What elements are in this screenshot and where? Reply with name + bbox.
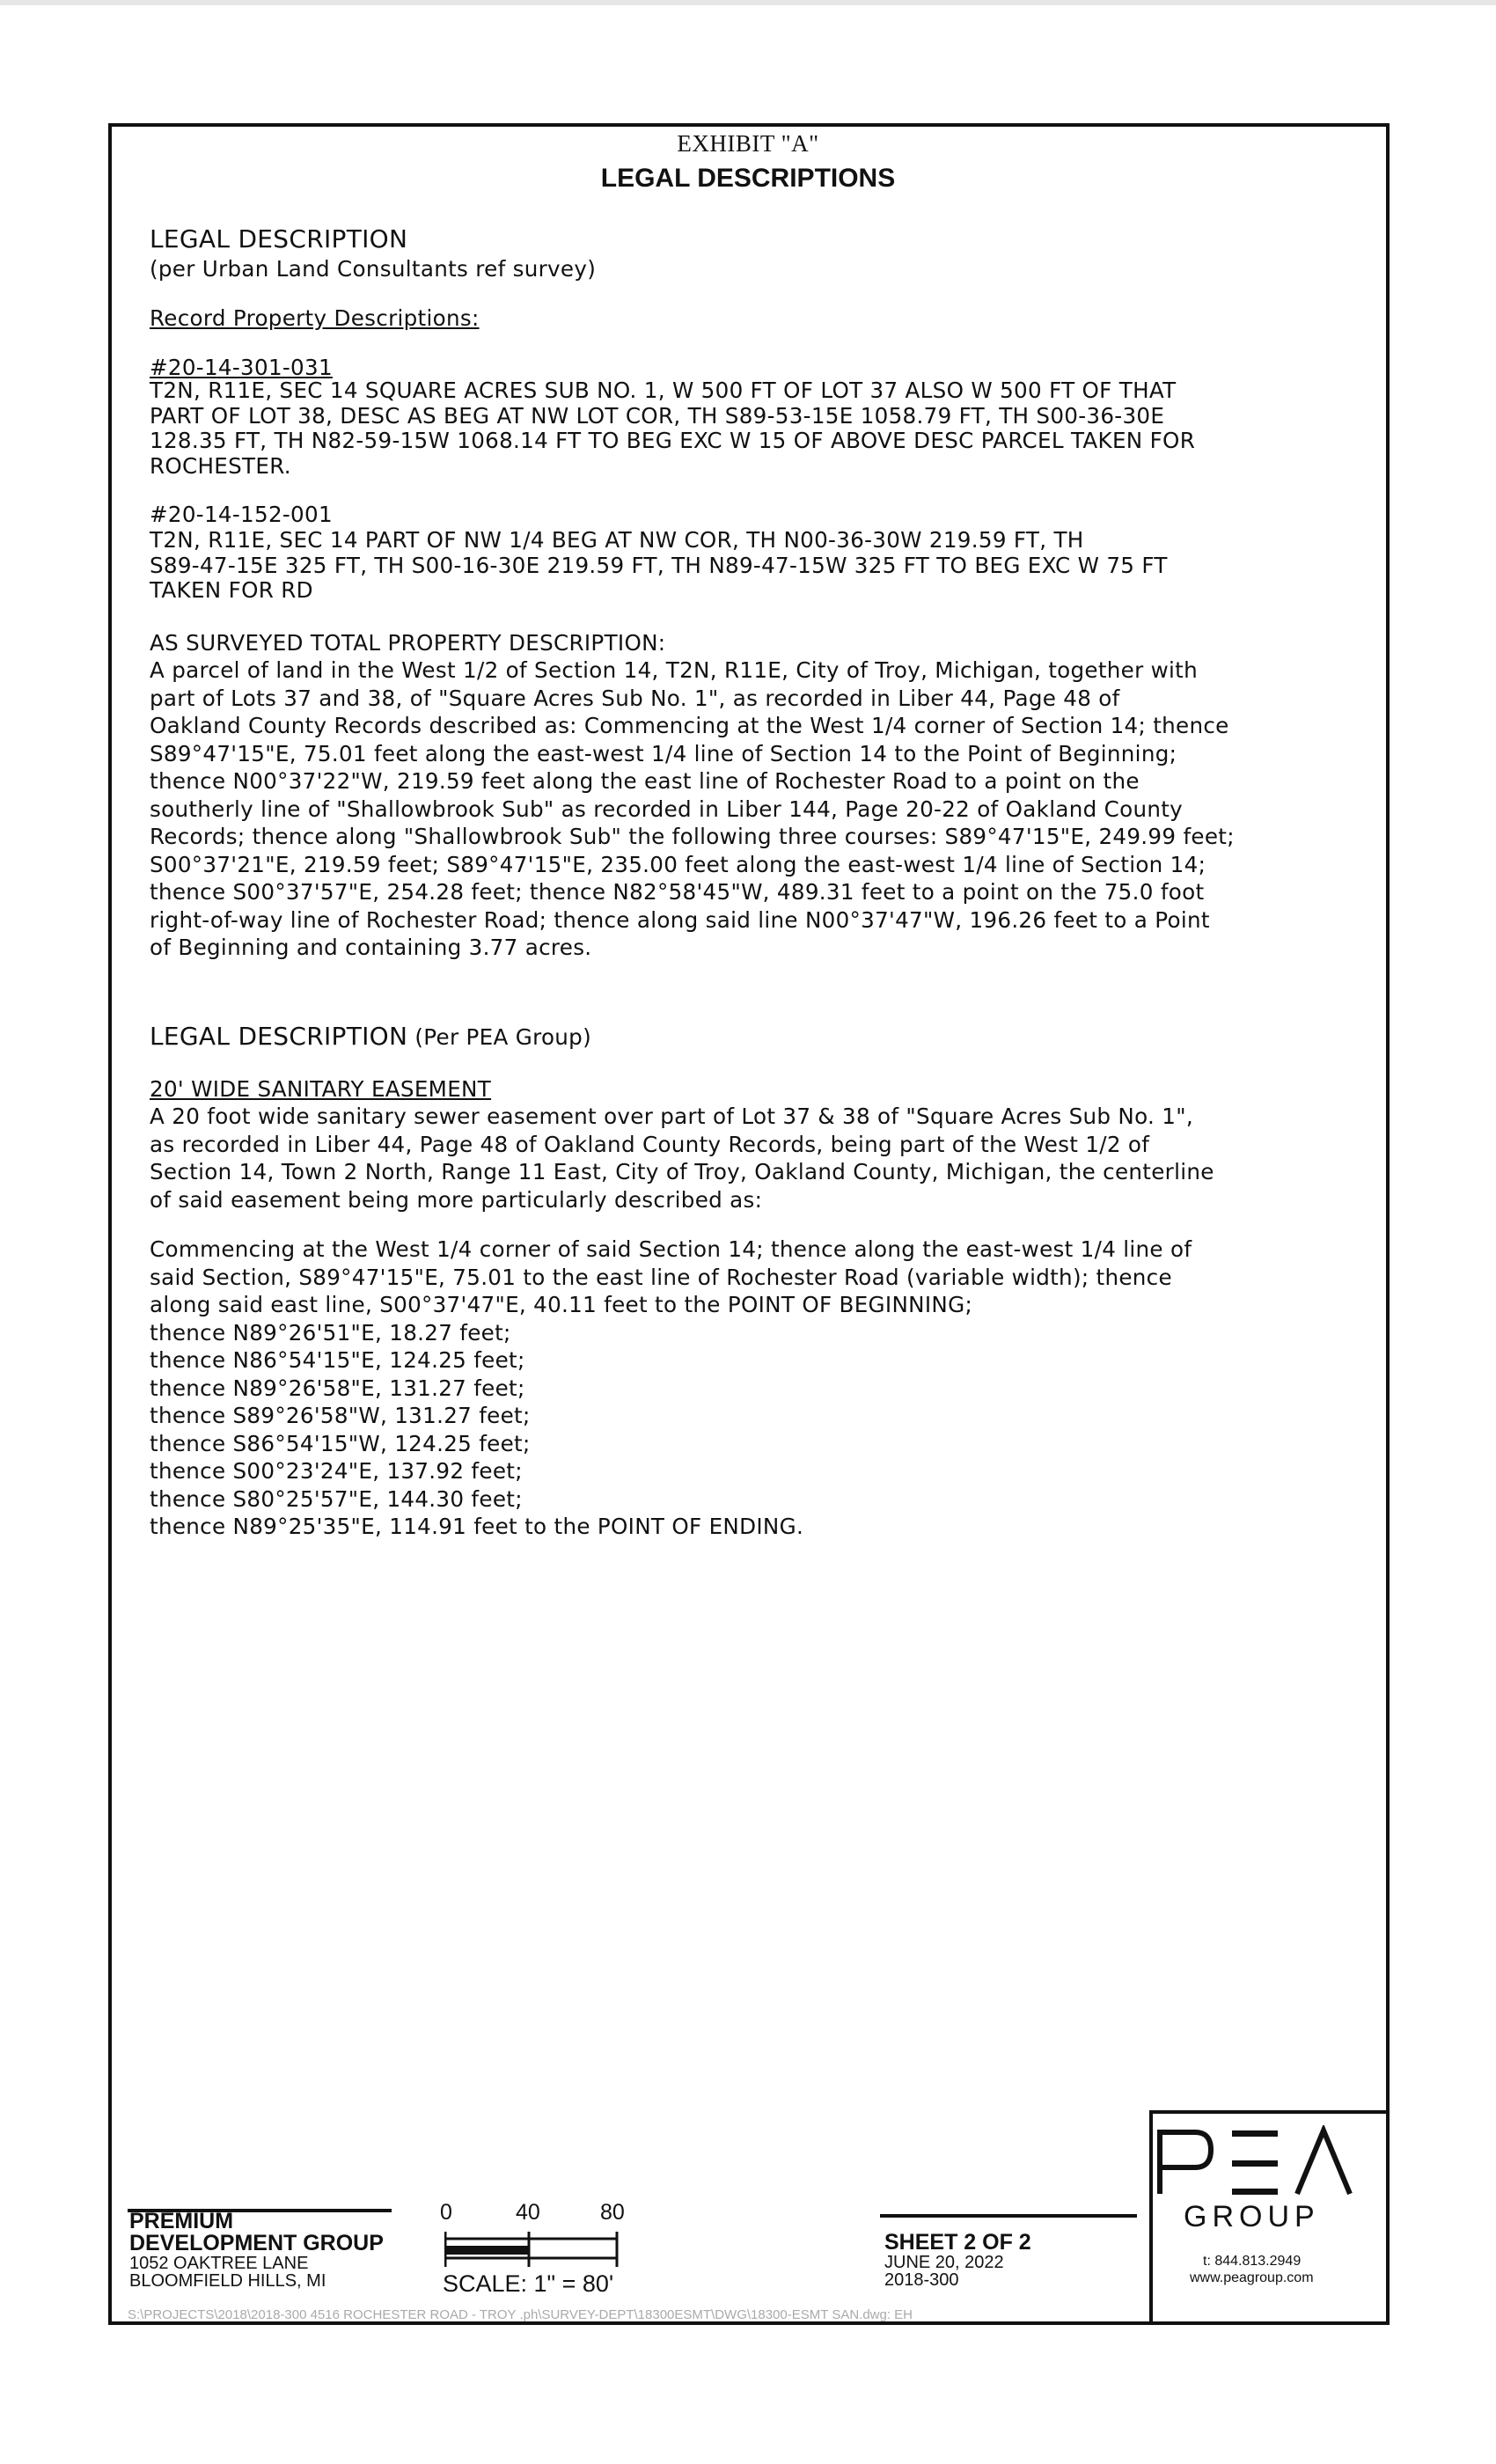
sheet-block [884, 2232, 1031, 2289]
client-address1: 1052 OAKTREE LANE [129, 2254, 309, 2273]
company-phone: t: 844.813.2949 [1203, 2254, 1302, 2269]
section2-heading: LEGAL DESCRIPTION [150, 1022, 408, 1051]
section1-source: (per Urban Land Consultants ref survey) [150, 256, 597, 282]
drawing-file-path: S:\PROJECTS\2018\2018-300 4516 ROCHESTER ROAD - TROY .ph\SURVEY-DEPT\18300ESMT\DWG\18300-ESMT SAN.dwg: EH [128, 2307, 913, 2322]
sheet-number: SHEET 2 OF 2 [884, 2230, 1031, 2255]
easement-heading: 20' WIDE SANITARY EASEMENT [150, 1076, 492, 1102]
parcel2-text: T2N, R11E, SEC 14 PART OF NW 1/4 BEG AT NW COR, TH N00-36-30W 219.59 FT, TH S89-47-15E 325 FT, TH S00-16-30E 219.59 FT, TH N89-47-15W 325 FT TO BEG EXC W 75 FT TAKEN FOR RD [150, 527, 1168, 603]
client-name-line2: DEVELOPMENT GROUP [129, 2231, 384, 2255]
job-number: 2018-300 [884, 2270, 959, 2290]
document-title: LEGAL DESCRIPTIONS [600, 164, 896, 193]
sheet-rule [880, 2214, 1137, 2218]
section2-header [150, 1023, 591, 1052]
scale-bar [444, 2232, 620, 2270]
scale-tick-80: 80 [600, 2200, 625, 2225]
scale-tick-40: 40 [516, 2200, 540, 2225]
surveyed-text: A parcel of land in the West 1/2 of Section 14, T2N, R11E, City of Troy, Michigan, together with part of Lots 37 and 38, of "Square Acres Sub No. 1", as recorded in Liber 44, Page 48 of Oakland County Records described as: Commencing at the West 1/4 corner of Section 14; thence S89°47'15"E, 75.01 feet along the east-west 1/4 line of Section 14 to the Point of Beginning; thence N00°37'22"W, 219.59 feet along the east line of Rochester Road to a point on the southerly line of "Shallowbrook Sub" as recorded in Liber 144, Page 20-22 of Oakland County Records; thence along "Shallowbrook Sub" the following three courses: S89°47'15"E, 249.99 feet; S00°37'21"E, 219.59 feet; S89°47'15"E, 235.00 feet along the east-west 1/4 line of Section 14; thence S00°37'57"E, 254.28 feet; thence N82°58'45"W, 489.31 feet to a point on the 75.0 foot right-of-way line of Rochester Road; thence along said line N00°37'47"W, 196.26 feet to a Point of Beginning and containing 3.77 acres. [150, 657, 1235, 960]
company-website: www.peagroup.com [1190, 2270, 1314, 2285]
sheet-date: JUNE 20, 2022 [884, 2253, 1004, 2272]
parcel2-id: #20-14-152-001 [150, 502, 333, 527]
scale-label: SCALE: 1" = 80' [443, 2270, 614, 2297]
surveyed-heading: AS SURVEYED TOTAL PROPERTY DESCRIPTION: [150, 630, 666, 656]
client-name-line1: PREMIUM [129, 2209, 234, 2233]
section2-source: (Per PEA Group) [414, 1024, 591, 1050]
company-name: GROUP [1184, 2200, 1320, 2233]
section1-heading: LEGAL DESCRIPTION [150, 224, 408, 253]
exhibit-title: EXHIBIT "A" [677, 130, 819, 157]
scan-top-edge [0, 0, 1496, 5]
client-address2: BLOOMFIELD HILLS, MI [129, 2271, 326, 2291]
record-heading: Record Property Descriptions: [150, 305, 480, 331]
pea-logo-icon [1153, 2125, 1355, 2196]
client-block [129, 2211, 384, 2290]
easement-courses: Commencing at the West 1/4 corner of said Section 14; thence along the east-west 1/4 line of said Section, S89°47'15"E, 75.01 to the east line of Rochester Road (variable width); thence along said east line, S00°37'47"E, 40.11 feet to the POINT OF BEGINNING; thence N89°26'51"E, 18.27 feet; thence N86°54'15"E, 124.25 feet; thence N89°26'58"E, 131.27 feet; thence S89°26'58"W, 131.27 feet; thence S86°54'15"W, 124.25 feet; thence S00°23'24"E, 137.92 feet; thence S80°25'57"E, 144.30 feet; thence N89°25'35"E, 114.91 feet to the POINT OF ENDING. [150, 1236, 1192, 1539]
parcel1-id: #20-14-301-031 [150, 355, 333, 380]
parcel1-text: T2N, R11E, SEC 14 SQUARE ACRES SUB NO. 1, W 500 FT OF LOT 37 ALSO W 500 FT OF THAT PART OF LOT 38, DESC AS BEG AT NW LOT COR, TH S89-53-15E 1058.79 FT, TH S00-36-30E 128.35 FT, TH N82-59-15W 1068.14 FT TO BEG EXC W 15 OF ABOVE DESC PARCEL TAKEN FOR ROCHESTER. [150, 378, 1196, 479]
logo-rule [1153, 2110, 1389, 2114]
easement-intro: A 20 foot wide sanitary sewer easement over part of Lot 37 & 38 of "Square Acres Sub No. 1", as recorded in Liber 44, Page 48 of Oakland County Records, being part of the West 1/2 of Section 14, Town 2 North, Range 11 East, City of Troy, Oakland County, Michigan, the centerline of said easement being more particularly described as: [150, 1104, 1214, 1213]
scale-tick-0: 0 [440, 2200, 452, 2225]
